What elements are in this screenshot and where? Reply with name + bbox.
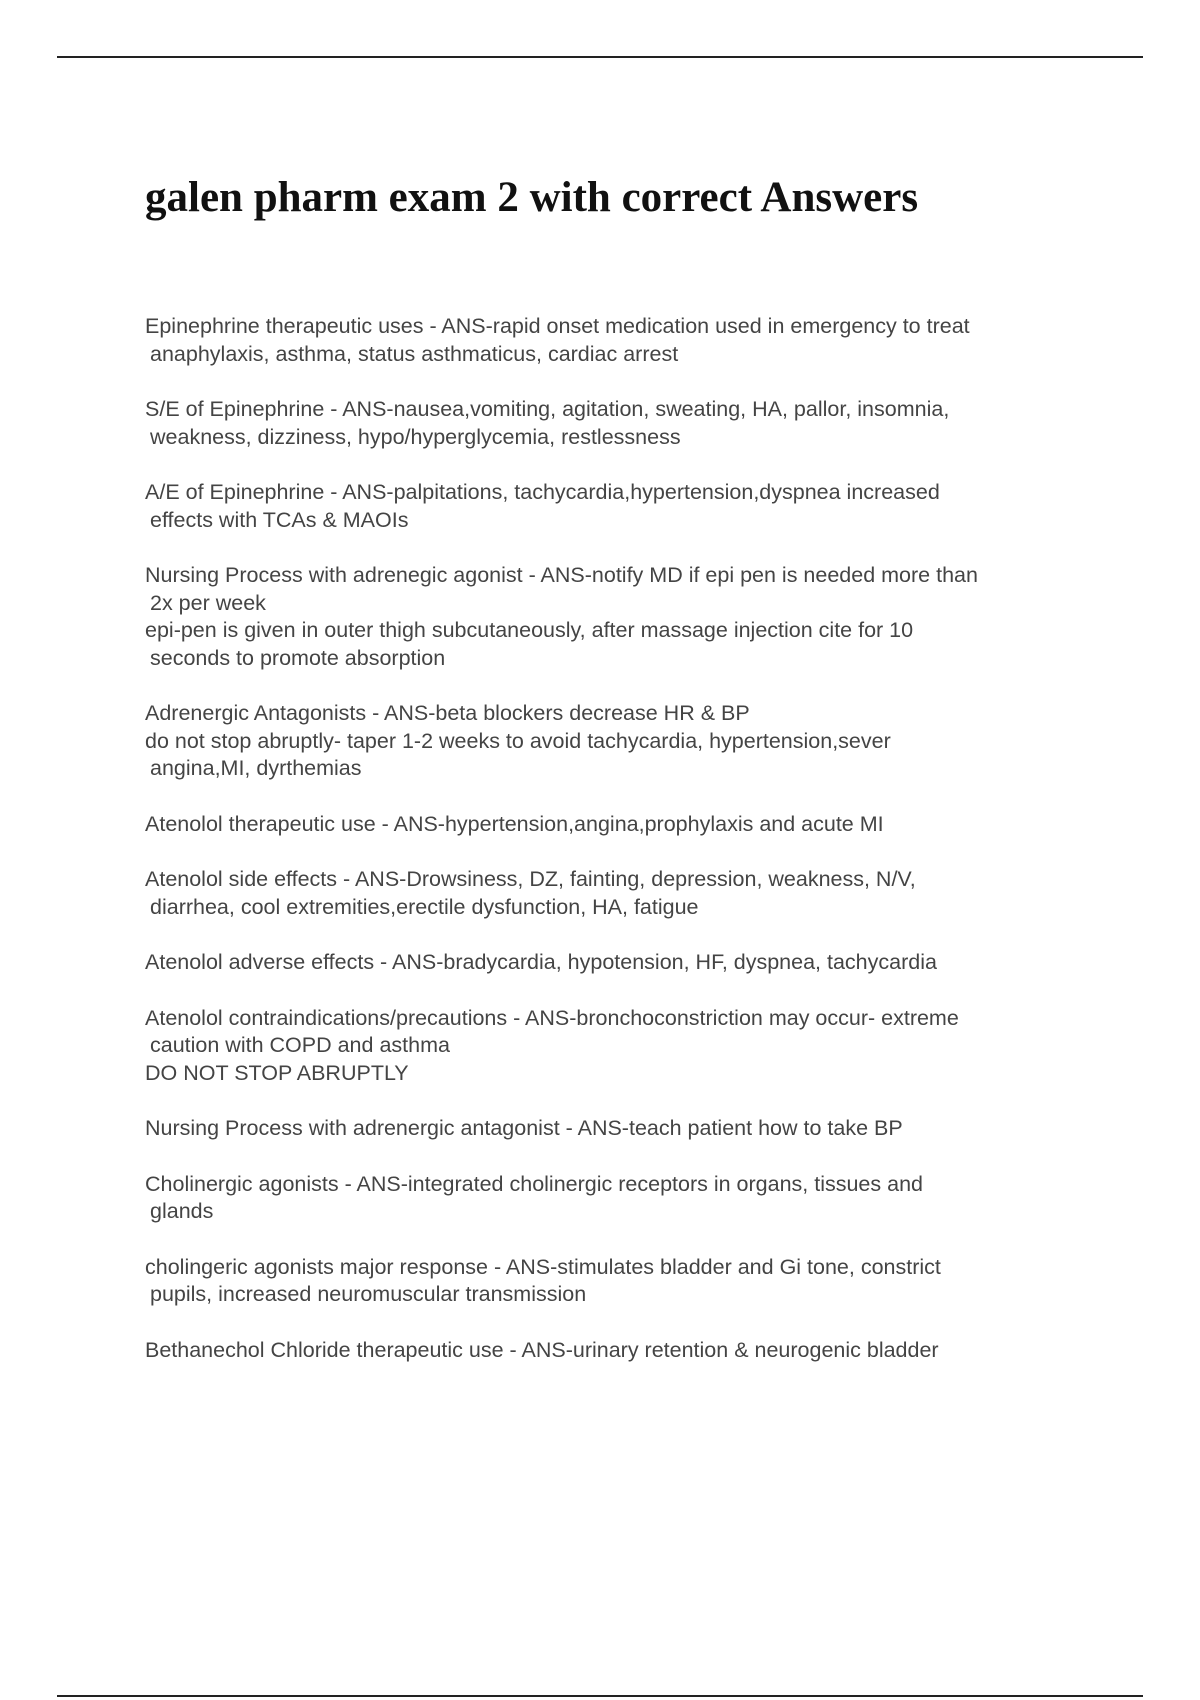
qa-item-line: weakness, dizziness, hypo/hyperglycemia, restlessness — [150, 424, 681, 449]
top-divider — [57, 56, 1143, 58]
qa-item — [145, 479, 1095, 534]
qa-item-line: effects with TCAs & MAOIs — [150, 507, 409, 532]
qa-item-line: Atenolol adverse effects - ANS-bradycardia, hypotension, HF, dyspnea, tachycardia — [145, 950, 937, 974]
qa-item-line: A/E of Epinephrine - ANS-palpitations, tachycardia,hypertension,dyspnea increased — [145, 480, 940, 504]
qa-item-line: Epinephrine therapeutic uses - ANS-rapid onset medication used in emergency to treat — [145, 314, 970, 338]
qa-item — [145, 866, 1095, 921]
qa-item — [145, 949, 1095, 977]
qa-item — [145, 562, 1095, 672]
qa-item-line: Nursing Process with adrenergic antagonist - ANS-teach patient how to take BP — [145, 1116, 903, 1140]
qa-item-line: glands — [150, 1199, 214, 1223]
qa-item-line: epi-pen is given in outer thigh subcutaneously, after massage injection cite for 10 — [145, 618, 914, 642]
qa-item-line: Atenolol therapeutic use - ANS-hypertension,angina,prophylaxis and acute MI — [145, 811, 884, 836]
qa-item — [145, 811, 1095, 839]
qa-item — [145, 1115, 1095, 1143]
qa-item-line: 2x per week — [150, 590, 266, 615]
qa-item — [145, 396, 1095, 451]
qa-item-line: S/E of Epinephrine - ANS-nausea,vomiting, agitation, sweating, HA, pallor, insomnia, — [145, 397, 950, 421]
qa-item — [145, 700, 1095, 783]
qa-item-line: Cholinergic agonists - ANS-integrated cholinergic receptors in organs, tissues and — [145, 1171, 923, 1196]
qa-item-line: DO NOT STOP ABRUPTLY — [145, 1060, 409, 1085]
qa-item-line: Atenolol side effects - ANS-Drowsiness, DZ, fainting, depression, weakness, N/V, — [145, 867, 916, 891]
qa-item-line: diarrhea, cool extremities,erectile dysfunction, HA, fatigue — [150, 894, 699, 919]
qa-item-line: Bethanechol Chloride therapeutic use - ANS-urinary retention & neurogenic bladder — [145, 1337, 939, 1362]
page-title: galen pharm exam 2 with correct Answers — [145, 174, 919, 221]
qa-list — [145, 313, 1095, 1392]
qa-item-line: pupils, increased neuromuscular transmission — [150, 1282, 587, 1306]
qa-item-line: seconds to promote absorption — [150, 645, 446, 670]
qa-item-line: Atenolol contraindications/precautions - ANS-bronchoconstriction may occur- extreme — [145, 1005, 959, 1030]
qa-item-line: anaphylaxis, asthma, status asthmaticus, cardiac arrest — [150, 341, 679, 366]
qa-item-line: angina,MI, dyrthemias — [150, 756, 362, 780]
qa-item-line: caution with COPD and asthma — [150, 1033, 450, 1057]
bottom-divider — [57, 1695, 1143, 1697]
qa-item-line: cholingeric agonists major response - ANS-stimulates bladder and Gi tone, constrict — [145, 1254, 941, 1279]
qa-item — [145, 1005, 1095, 1088]
qa-item-line: do not stop abruptly- taper 1-2 weeks to avoid tachycardia, hypertension,sever — [145, 728, 891, 753]
qa-item — [145, 1171, 1095, 1226]
qa-item-line: Nursing Process with adrenegic agonist - ANS-notify MD if epi pen is needed more than — [145, 563, 978, 587]
qa-item-line: Adrenergic Antagonists - ANS-beta blockers decrease HR & BP — [145, 701, 750, 725]
qa-item — [145, 313, 1095, 368]
qa-item — [145, 1254, 1095, 1309]
qa-item — [145, 1337, 1095, 1365]
